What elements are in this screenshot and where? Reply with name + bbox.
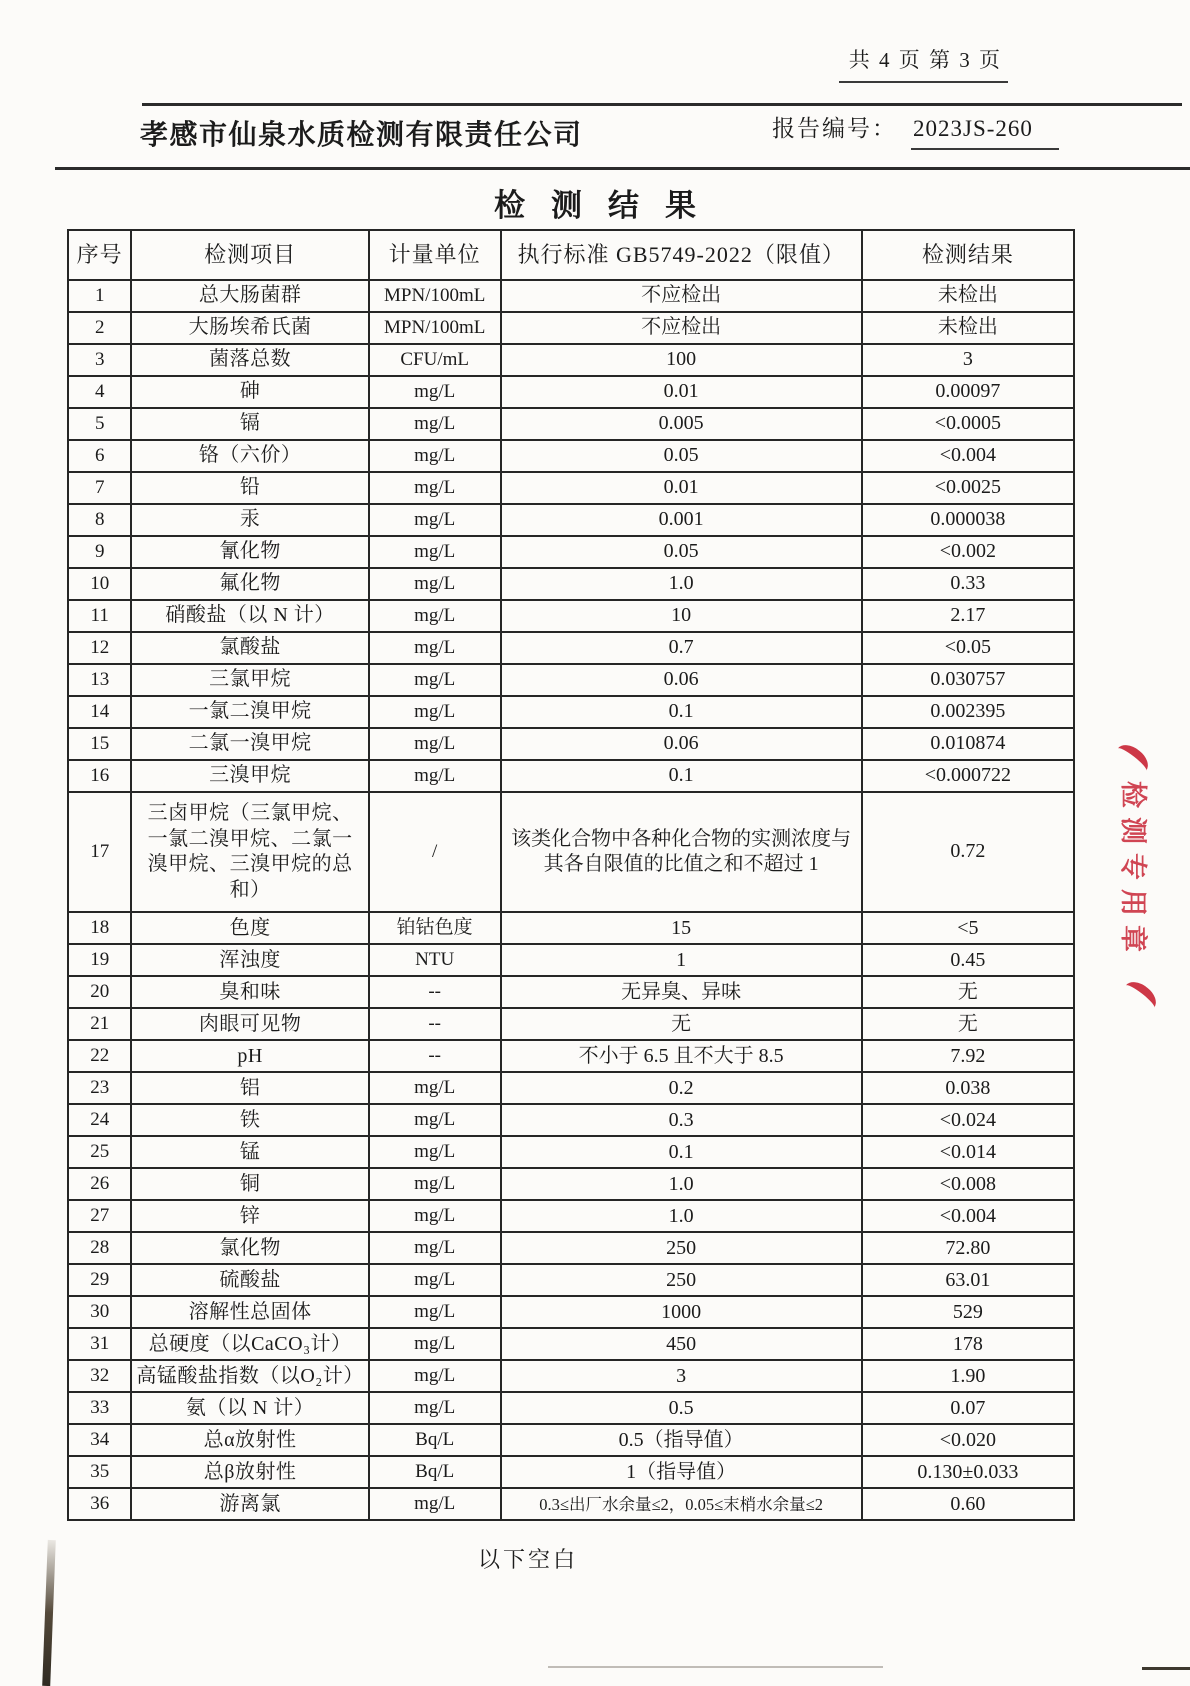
cell-seq: 5 bbox=[68, 408, 131, 440]
cell-standard: 无 bbox=[501, 1008, 862, 1040]
cell-item: 硫酸盐 bbox=[131, 1264, 368, 1296]
cell-standard: 0.001 bbox=[501, 504, 862, 536]
cell-seq: 29 bbox=[68, 1264, 131, 1296]
cell-result: 无 bbox=[862, 976, 1074, 1008]
table-body bbox=[68, 280, 1074, 1520]
cell-item: 砷 bbox=[131, 376, 368, 408]
cell-item: 汞 bbox=[131, 504, 368, 536]
cell-unit: mg/L bbox=[369, 568, 501, 600]
cell-seq: 21 bbox=[68, 1008, 131, 1040]
cell-item: 高锰酸盐指数（以O₂计） bbox=[131, 1360, 368, 1392]
table-row bbox=[68, 472, 1074, 504]
table-row bbox=[68, 1104, 1074, 1136]
cell-item: 氟化物 bbox=[131, 568, 368, 600]
cell-standard: 1000 bbox=[501, 1296, 862, 1328]
table-row bbox=[68, 376, 1074, 408]
table-row bbox=[68, 1232, 1074, 1264]
scan-bottom-shadow bbox=[548, 1666, 883, 1668]
cell-seq: 33 bbox=[68, 1392, 131, 1424]
cell-standard: 0.06 bbox=[501, 728, 862, 760]
table-row bbox=[68, 976, 1074, 1008]
cell-standard: 450 bbox=[501, 1328, 862, 1360]
report-number-value: 2023JS-260 bbox=[911, 116, 1059, 150]
scan-edge-shadow bbox=[42, 1540, 56, 1686]
cell-seq: 18 bbox=[68, 912, 131, 944]
cell-item: 铝 bbox=[131, 1072, 368, 1104]
cell-result: <0.0005 bbox=[862, 408, 1074, 440]
cell-result: 0.038 bbox=[862, 1072, 1074, 1104]
header-res: 检测结果 bbox=[862, 230, 1074, 280]
cell-result: <0.014 bbox=[862, 1136, 1074, 1168]
header-seq: 序号 bbox=[68, 230, 131, 280]
header-rule-bottom bbox=[55, 167, 1190, 170]
cell-unit: mg/L bbox=[369, 408, 501, 440]
table-row bbox=[68, 1264, 1074, 1296]
cell-seq: 11 bbox=[68, 600, 131, 632]
cell-standard: 3 bbox=[501, 1360, 862, 1392]
report-number-label: 报告编号： bbox=[772, 116, 897, 141]
cell-item: 三氯甲烷 bbox=[131, 664, 368, 696]
cell-result: <0.000722 bbox=[862, 760, 1074, 792]
cell-seq: 28 bbox=[68, 1232, 131, 1264]
cell-standard: 不小于 6.5 且不大于 8.5 bbox=[501, 1040, 862, 1072]
cell-result: <0.05 bbox=[862, 632, 1074, 664]
cell-result: 3 bbox=[862, 344, 1074, 376]
header-std: 执行标准 GB5749-2022（限值） bbox=[501, 230, 862, 280]
page-title: 检测结果 bbox=[494, 188, 722, 223]
cell-seq: 4 bbox=[68, 376, 131, 408]
report-number bbox=[772, 110, 1059, 150]
cell-unit: mg/L bbox=[369, 1328, 501, 1360]
cell-unit: Bq/L bbox=[369, 1456, 501, 1488]
cell-standard: 250 bbox=[501, 1264, 862, 1296]
table-row bbox=[68, 504, 1074, 536]
cell-result: 未检出 bbox=[862, 280, 1074, 312]
cell-standard: 1.0 bbox=[501, 568, 862, 600]
cell-unit: mg/L bbox=[369, 728, 501, 760]
cell-seq: 26 bbox=[68, 1168, 131, 1200]
cell-item: 臭和味 bbox=[131, 976, 368, 1008]
cell-item: 游离氯 bbox=[131, 1488, 368, 1520]
scan-bottom-shadow-dark bbox=[1142, 1667, 1190, 1670]
cell-standard: 1 bbox=[501, 944, 862, 976]
cell-item: 锰 bbox=[131, 1136, 368, 1168]
cell-seq: 7 bbox=[68, 472, 131, 504]
cell-standard: 250 bbox=[501, 1232, 862, 1264]
cell-seq: 35 bbox=[68, 1456, 131, 1488]
blank-below-note: 以下空白 bbox=[478, 1547, 579, 1572]
table-row bbox=[68, 1040, 1074, 1072]
cell-item: 铅 bbox=[131, 472, 368, 504]
cell-seq: 34 bbox=[68, 1424, 131, 1456]
cell-item: 氨（以 N 计） bbox=[131, 1392, 368, 1424]
cell-seq: 22 bbox=[68, 1040, 131, 1072]
cell-result: 2.17 bbox=[862, 600, 1074, 632]
cell-unit: -- bbox=[369, 976, 501, 1008]
table-row bbox=[68, 1072, 1074, 1104]
cell-result: <5 bbox=[862, 912, 1074, 944]
cell-item: 浑浊度 bbox=[131, 944, 368, 976]
table-row bbox=[68, 312, 1074, 344]
header-item: 检测项目 bbox=[131, 230, 368, 280]
table-row bbox=[68, 1136, 1074, 1168]
cell-seq: 25 bbox=[68, 1136, 131, 1168]
table-row bbox=[68, 1328, 1074, 1360]
table-row bbox=[68, 944, 1074, 976]
cell-item: 锌 bbox=[131, 1200, 368, 1232]
cell-unit: mg/L bbox=[369, 664, 501, 696]
cell-standard: 1.0 bbox=[501, 1200, 862, 1232]
page-number: 共 4 页 第 3 页 bbox=[839, 44, 1008, 83]
cell-item: 一氯二溴甲烷 bbox=[131, 696, 368, 728]
cell-result: <0.020 bbox=[862, 1424, 1074, 1456]
cell-result: <0.004 bbox=[862, 440, 1074, 472]
cell-standard: 1（指导值） bbox=[501, 1456, 862, 1488]
cell-result: 0.130±0.033 bbox=[862, 1456, 1074, 1488]
cell-seq: 1 bbox=[68, 280, 131, 312]
cell-item: 三卤甲烷（三氯甲烷、一氯二溴甲烷、二氯一溴甲烷、三溴甲烷的总和） bbox=[131, 792, 368, 912]
cell-seq: 3 bbox=[68, 344, 131, 376]
cell-result: <0.0025 bbox=[862, 472, 1074, 504]
cell-unit: Bq/L bbox=[369, 1424, 501, 1456]
table-row bbox=[68, 280, 1074, 312]
cell-item: 总大肠菌群 bbox=[131, 280, 368, 312]
table-row bbox=[68, 1008, 1074, 1040]
cell-unit: mg/L bbox=[369, 1360, 501, 1392]
cell-standard: 0.2 bbox=[501, 1072, 862, 1104]
cell-standard: 不应检出 bbox=[501, 280, 862, 312]
cell-unit: mg/L bbox=[369, 504, 501, 536]
header-row bbox=[68, 230, 1074, 280]
cell-unit: mg/L bbox=[369, 632, 501, 664]
cell-item: 氯酸盐 bbox=[131, 632, 368, 664]
cell-seq: 17 bbox=[68, 792, 131, 912]
cell-unit: mg/L bbox=[369, 600, 501, 632]
cell-unit: mg/L bbox=[369, 1136, 501, 1168]
cell-result: 72.80 bbox=[862, 1232, 1074, 1264]
cell-seq: 30 bbox=[68, 1296, 131, 1328]
cell-item: 总硬度（以CaCO₃计） bbox=[131, 1328, 368, 1360]
cell-standard: 0.3≤出厂水余量≤2，0.05≤末梢水余量≤2 bbox=[501, 1488, 862, 1520]
table-row bbox=[68, 664, 1074, 696]
table-row bbox=[68, 536, 1074, 568]
cell-unit: mg/L bbox=[369, 1296, 501, 1328]
cell-result: 0.60 bbox=[862, 1488, 1074, 1520]
table-row bbox=[68, 568, 1074, 600]
cell-unit: mg/L bbox=[369, 1488, 501, 1520]
seal-text: 检测专用章 bbox=[1118, 781, 1148, 961]
cell-result: 无 bbox=[862, 1008, 1074, 1040]
table-row bbox=[68, 1296, 1074, 1328]
seal-arc-bottom-icon bbox=[1119, 976, 1162, 1016]
cell-result: 0.33 bbox=[862, 568, 1074, 600]
cell-result: 529 bbox=[862, 1296, 1074, 1328]
cell-unit: mg/L bbox=[369, 1072, 501, 1104]
cell-standard: 无异臭、异味 bbox=[501, 976, 862, 1008]
cell-item: 镉 bbox=[131, 408, 368, 440]
results-table-wrap bbox=[67, 229, 1075, 1521]
cell-unit: MPN/100mL bbox=[369, 312, 501, 344]
cell-seq: 10 bbox=[68, 568, 131, 600]
cell-result: <0.002 bbox=[862, 536, 1074, 568]
cell-result: <0.024 bbox=[862, 1104, 1074, 1136]
table-row bbox=[68, 344, 1074, 376]
cell-item: 色度 bbox=[131, 912, 368, 944]
table-row bbox=[68, 912, 1074, 944]
seal-arc-top-icon bbox=[1111, 739, 1154, 779]
table-row bbox=[68, 760, 1074, 792]
cell-result: 63.01 bbox=[862, 1264, 1074, 1296]
cell-result: 0.72 bbox=[862, 792, 1074, 912]
cell-seq: 9 bbox=[68, 536, 131, 568]
table-row bbox=[68, 408, 1074, 440]
cell-standard: 0.1 bbox=[501, 760, 862, 792]
cell-standard: 0.05 bbox=[501, 440, 862, 472]
cell-seq: 6 bbox=[68, 440, 131, 472]
cell-standard: 15 bbox=[501, 912, 862, 944]
cell-unit: mg/L bbox=[369, 1392, 501, 1424]
cell-seq: 23 bbox=[68, 1072, 131, 1104]
cell-result: 178 bbox=[862, 1328, 1074, 1360]
cell-standard: 0.01 bbox=[501, 376, 862, 408]
cell-item: 铁 bbox=[131, 1104, 368, 1136]
cell-unit: mg/L bbox=[369, 472, 501, 504]
table-row bbox=[68, 1168, 1074, 1200]
cell-item: 铜 bbox=[131, 1168, 368, 1200]
cell-unit: / bbox=[369, 792, 501, 912]
cell-unit: mg/L bbox=[369, 376, 501, 408]
cell-standard: 0.005 bbox=[501, 408, 862, 440]
cell-seq: 32 bbox=[68, 1360, 131, 1392]
cell-unit: mg/L bbox=[369, 1104, 501, 1136]
cell-standard: 0.1 bbox=[501, 696, 862, 728]
table-row bbox=[68, 1360, 1074, 1392]
cell-seq: 14 bbox=[68, 696, 131, 728]
cell-item: 菌落总数 bbox=[131, 344, 368, 376]
table-row bbox=[68, 1200, 1074, 1232]
cell-result: <0.008 bbox=[862, 1168, 1074, 1200]
cell-unit: -- bbox=[369, 1008, 501, 1040]
cell-unit: mg/L bbox=[369, 760, 501, 792]
cell-standard: 0.5（指导值） bbox=[501, 1424, 862, 1456]
cell-seq: 16 bbox=[68, 760, 131, 792]
header-unit: 计量单位 bbox=[369, 230, 501, 280]
table-row bbox=[68, 600, 1074, 632]
cell-item: 氰化物 bbox=[131, 536, 368, 568]
cell-unit: mg/L bbox=[369, 1264, 501, 1296]
cell-item: 总β放射性 bbox=[131, 1456, 368, 1488]
cell-standard: 该类化合物中各种化合物的实测浓度与其各自限值的比值之和不超过 1 bbox=[501, 792, 862, 912]
cell-standard: 0.06 bbox=[501, 664, 862, 696]
table-row bbox=[68, 1488, 1074, 1520]
table-row bbox=[68, 696, 1074, 728]
cell-seq: 31 bbox=[68, 1328, 131, 1360]
cell-seq: 8 bbox=[68, 504, 131, 536]
cell-standard: 10 bbox=[501, 600, 862, 632]
cell-result: <0.004 bbox=[862, 1200, 1074, 1232]
cell-result: 0.00097 bbox=[862, 376, 1074, 408]
cell-unit: CFU/mL bbox=[369, 344, 501, 376]
cell-unit: MPN/100mL bbox=[369, 280, 501, 312]
results-table bbox=[67, 229, 1075, 1521]
cell-result: 0.030757 bbox=[862, 664, 1074, 696]
cell-result: 未检出 bbox=[862, 312, 1074, 344]
cell-item: 二氯一溴甲烷 bbox=[131, 728, 368, 760]
cell-item: 肉眼可见物 bbox=[131, 1008, 368, 1040]
cell-standard: 0.1 bbox=[501, 1136, 862, 1168]
cell-unit: NTU bbox=[369, 944, 501, 976]
cell-result: 0.45 bbox=[862, 944, 1074, 976]
cell-seq: 24 bbox=[68, 1104, 131, 1136]
cell-seq: 2 bbox=[68, 312, 131, 344]
cell-standard: 0.01 bbox=[501, 472, 862, 504]
cell-item: 三溴甲烷 bbox=[131, 760, 368, 792]
cell-item: 铬（六价） bbox=[131, 440, 368, 472]
cell-result: 0.002395 bbox=[862, 696, 1074, 728]
cell-seq: 27 bbox=[68, 1200, 131, 1232]
cell-unit: mg/L bbox=[369, 1200, 501, 1232]
table-row bbox=[68, 792, 1074, 912]
table-row bbox=[68, 1456, 1074, 1488]
cell-seq: 12 bbox=[68, 632, 131, 664]
cell-item: 溶解性总固体 bbox=[131, 1296, 368, 1328]
header-rule-top bbox=[142, 103, 1182, 106]
cell-standard: 0.05 bbox=[501, 536, 862, 568]
red-seal-fragment bbox=[1100, 748, 1164, 998]
cell-unit: 铂钴色度 bbox=[369, 912, 501, 944]
cell-unit: mg/L bbox=[369, 440, 501, 472]
cell-standard: 0.3 bbox=[501, 1104, 862, 1136]
company-name: 孝感市仙泉水质检测有限责任公司 bbox=[140, 120, 583, 151]
table-row bbox=[68, 728, 1074, 760]
cell-unit: mg/L bbox=[369, 536, 501, 568]
table-row bbox=[68, 632, 1074, 664]
cell-item: pH bbox=[131, 1040, 368, 1072]
cell-result: 0.000038 bbox=[862, 504, 1074, 536]
table-header-row bbox=[68, 230, 1074, 280]
cell-unit: mg/L bbox=[369, 696, 501, 728]
cell-result: 0.010874 bbox=[862, 728, 1074, 760]
cell-seq: 13 bbox=[68, 664, 131, 696]
table-row bbox=[68, 440, 1074, 472]
cell-item: 硝酸盐（以 N 计） bbox=[131, 600, 368, 632]
table-row bbox=[68, 1392, 1074, 1424]
cell-item: 总α放射性 bbox=[131, 1424, 368, 1456]
cell-result: 0.07 bbox=[862, 1392, 1074, 1424]
cell-result: 1.90 bbox=[862, 1360, 1074, 1392]
cell-seq: 20 bbox=[68, 976, 131, 1008]
cell-unit: mg/L bbox=[369, 1232, 501, 1264]
cell-seq: 15 bbox=[68, 728, 131, 760]
cell-seq: 36 bbox=[68, 1488, 131, 1520]
cell-seq: 19 bbox=[68, 944, 131, 976]
cell-standard: 1.0 bbox=[501, 1168, 862, 1200]
table-row bbox=[68, 1424, 1074, 1456]
cell-item: 大肠埃希氏菌 bbox=[131, 312, 368, 344]
cell-result: 7.92 bbox=[862, 1040, 1074, 1072]
cell-item: 氯化物 bbox=[131, 1232, 368, 1264]
cell-standard: 不应检出 bbox=[501, 312, 862, 344]
cell-unit: -- bbox=[369, 1040, 501, 1072]
cell-standard: 100 bbox=[501, 344, 862, 376]
cell-standard: 0.5 bbox=[501, 1392, 862, 1424]
cell-unit: mg/L bbox=[369, 1168, 501, 1200]
cell-standard: 0.7 bbox=[501, 632, 862, 664]
